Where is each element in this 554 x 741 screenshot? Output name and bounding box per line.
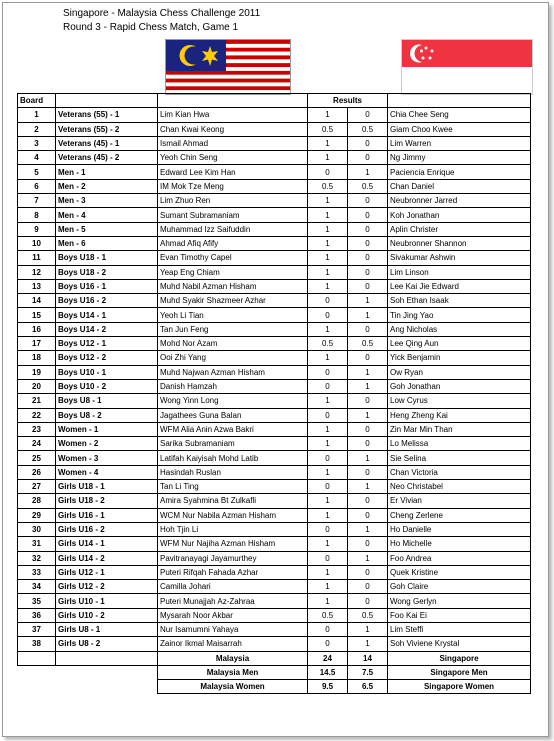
category-label: Boys U16 - 1 [56,279,158,293]
malaysia-score: 1 [308,151,348,165]
singapore-player: Low Cyrus [388,394,531,408]
category-label: Women - 4 [56,465,158,479]
board-number: 38 [18,637,56,651]
table-row [18,179,531,193]
summary-malaysia-total: 9.5 [308,680,348,694]
summary-singapore-total: 6.5 [348,680,388,694]
singapore-player: Foo Andrea [388,551,531,565]
singapore-player: Soh Viviene Krystal [388,637,531,651]
singapore-score: 1 [348,622,388,636]
category-label: Girls U16 - 2 [56,522,158,536]
malaysia-player: Pavitranayagi Jayamurthey [158,551,308,565]
malaysia-player: IM Mok Tze Meng [158,179,308,193]
board-number: 22 [18,408,56,422]
board-number: 6 [18,179,56,193]
malaysia-score: 0.5 [308,608,348,622]
event-title: Singapore - Malaysia Chess Challenge 2011 [63,8,261,19]
board-number: 25 [18,451,56,465]
malaysia-player: Mysarah Noor Akbar [158,608,308,622]
singapore-score: 1 [348,522,388,536]
singapore-score: 1 [348,165,388,179]
table-row [18,236,531,250]
board-number: 16 [18,322,56,336]
table-row [18,565,531,579]
malaysia-player: Sumant Subramaniam [158,208,308,222]
board-number: 15 [18,308,56,322]
table-row [18,494,531,508]
malaysia-player: WCM Nur Nabila Azman Hisham [158,508,308,522]
singapore-player: Lee Kai Jie Edward [388,279,531,293]
table-row [18,194,531,208]
summary-spacer [18,651,56,665]
singapore-score: 0 [348,580,388,594]
malaysia-player: Nur Isamumni Yahaya [158,622,308,636]
table-row [18,408,531,422]
board-number: 26 [18,465,56,479]
malaysia-player: Mohd Nor Azam [158,337,308,351]
category-label: Boys U8 - 1 [56,394,158,408]
malaysia-score: 1 [308,194,348,208]
board-number: 4 [18,151,56,165]
board-number: 28 [18,494,56,508]
category-label: Boys U16 - 2 [56,294,158,308]
category-label: Girls U12 - 1 [56,565,158,579]
board-number: 2 [18,122,56,136]
singapore-player: Ang Nicholas [388,322,531,336]
singapore-score: 1 [348,408,388,422]
singapore-player: Chia Chee Seng [388,108,531,122]
singapore-score: 1 [348,451,388,465]
singapore-player: Chan Daniel [388,179,531,193]
singapore-score: 1 [348,637,388,651]
table-row [18,394,531,408]
summary-row [18,680,531,694]
malaysia-player: Ahmad Afiq Afify [158,236,308,250]
malaysia-player: Muhammad Izz Saifuddin [158,222,308,236]
singapore-player: Sie Selina [388,451,531,465]
results-table [17,93,531,694]
summary-spacer [56,651,158,665]
malaysia-score: 1 [308,222,348,236]
board-number: 13 [18,279,56,293]
category-label: Women - 3 [56,451,158,465]
table-row [18,451,531,465]
malaysia-player: Puteri Rifqah Fahada Azhar [158,565,308,579]
malaysia-player: Edward Lee Kim Han [158,165,308,179]
malaysia-player: Chan Kwai Keong [158,122,308,136]
singapore-player: Heng Zheng Kai [388,408,531,422]
malaysia-score: 1 [308,108,348,122]
malaysia-score: 1 [308,537,348,551]
singapore-player: Yick Benjamin [388,351,531,365]
category-label: Girls U10 - 2 [56,608,158,622]
singapore-score: 0 [348,194,388,208]
summary-spacer [56,665,158,679]
malaysia-player: Wong Yinn Long [158,394,308,408]
singapore-player: Ho Michelle [388,537,531,551]
singapore-player: Koh Jonathan [388,208,531,222]
category-label: Veterans (55) - 2 [56,122,158,136]
category-label: Boys U10 - 2 [56,379,158,393]
summary-malaysia-total: 14.5 [308,665,348,679]
malaysia-score: 0 [308,294,348,308]
category-label: Boys U12 - 2 [56,351,158,365]
singapore-player: Neubronner Jarred [388,194,531,208]
malaysia-score: 1 [308,465,348,479]
malaysia-player: Lim Zhuo Ren [158,194,308,208]
malaysia-player: Ooi Zhi Yang [158,351,308,365]
singapore-player: Lim Linson [388,265,531,279]
category-label: Boys U8 - 2 [56,408,158,422]
table-row [18,622,531,636]
table-row [18,608,531,622]
singapore-score: 0 [348,494,388,508]
malaysia-player: Yeoh Li Tian [158,308,308,322]
singapore-player: Ho Danielle [388,522,531,536]
category-label: Boys U14 - 1 [56,308,158,322]
summary-malaysia-total: 24 [308,651,348,665]
malaysia-score: 0 [308,637,348,651]
board-number: 11 [18,251,56,265]
malaysia-score: 0 [308,451,348,465]
board-number: 12 [18,265,56,279]
malaysia-score: 0 [308,365,348,379]
table-row [18,251,531,265]
malaysia-score: 0 [308,480,348,494]
malaysia-player: Tan Li Ting [158,480,308,494]
summary-spacer [56,680,158,694]
category-label: Women - 2 [56,437,158,451]
singapore-player: Ng Jimmy [388,151,531,165]
malaysia-score: 1 [308,251,348,265]
table-row [18,422,531,436]
board-number: 36 [18,608,56,622]
table-row [18,537,531,551]
malaysia-score: 1 [308,394,348,408]
table-row [18,594,531,608]
category-label: Girls U18 - 2 [56,494,158,508]
malaysia-player: Danish Hamzah [158,379,308,393]
board-number: 30 [18,522,56,536]
singapore-score: 0 [348,322,388,336]
malaysia-score: 0 [308,379,348,393]
singapore-score: 0.5 [348,122,388,136]
malaysia-player: WFM Nur Najiha Azman Hisham [158,537,308,551]
malaysia-player: Zainor Ikmal Maisarrah [158,637,308,651]
category-label: Men - 1 [56,165,158,179]
category-label: Veterans (45) - 1 [56,136,158,150]
board-number: 3 [18,136,56,150]
document-page [2,2,549,737]
malaysia-player: Jagathees Guna Balan [158,408,308,422]
board-number: 35 [18,594,56,608]
board-number: 34 [18,580,56,594]
board-number: 37 [18,622,56,636]
singapore-player: Wong Gerlyn [388,594,531,608]
board-number: 24 [18,437,56,451]
category-label: Boys U12 - 1 [56,337,158,351]
singapore-player: Lim Warren [388,136,531,150]
board-number: 5 [18,165,56,179]
malaysia-player: Ismail Ahmad [158,136,308,150]
malaysia-score: 0 [308,165,348,179]
table-row [18,136,531,150]
singapore-score: 0 [348,437,388,451]
malaysia-player: Lim Kian Hwa [158,108,308,122]
table-row [18,465,531,479]
category-label: Men - 2 [56,179,158,193]
malaysia-score: 1 [308,351,348,365]
summary-row [18,651,531,665]
malaysia-player: Yeap Eng Chiam [158,265,308,279]
malaysia-flag-icon [165,39,291,95]
singapore-score: 0 [348,422,388,436]
singapore-score: 0 [348,265,388,279]
singapore-score: 0 [348,279,388,293]
malaysia-score: 1 [308,322,348,336]
singapore-score: 1 [348,551,388,565]
singapore-player: Er Vivian [388,494,531,508]
malaysia-score: 1 [308,265,348,279]
round-title: Round 3 - Rapid Chess Match, Game 1 [63,22,239,33]
singapore-score: 1 [348,480,388,494]
table-row [18,637,531,651]
summary-left-label: Malaysia Men [158,665,308,679]
table-row [18,151,531,165]
table-row [18,322,531,336]
singapore-score: 0 [348,537,388,551]
board-header: Board [18,94,56,108]
category-label: Boys U10 - 1 [56,365,158,379]
category-label: Girls U8 - 1 [56,622,158,636]
malaysia-player: Muhd Najwan Azman Hisham [158,365,308,379]
board-number: 1 [18,108,56,122]
singapore-score: 0 [348,508,388,522]
summary-right-label: Singapore [388,651,531,665]
malaysia-score: 1 [308,565,348,579]
category-label: Men - 5 [56,222,158,236]
singapore-player: Sivakumar Ashwin [388,251,531,265]
summary-singapore-total: 14 [348,651,388,665]
singapore-score: 0.5 [348,179,388,193]
malaysia-score: 1 [308,508,348,522]
malaysia-score: 1 [308,437,348,451]
malaysia-score: 1 [308,594,348,608]
singapore-score: 0 [348,351,388,365]
category-label: Boys U14 - 2 [56,322,158,336]
malaysia-score: 0 [308,622,348,636]
malaysia-player: Muhd Syakir Shazmeer Azhar [158,294,308,308]
category-label: Boys U18 - 1 [56,251,158,265]
table-row [18,165,531,179]
singapore-score: 0 [348,136,388,150]
singapore-score: 1 [348,365,388,379]
table-row [18,351,531,365]
singapore-player: Neo Christabel [388,480,531,494]
board-number: 27 [18,480,56,494]
category-label: Girls U8 - 2 [56,637,158,651]
singapore-score: 1 [348,294,388,308]
table-row [18,365,531,379]
malaysia-player: Hoh Tjin Li [158,522,308,536]
board-number: 18 [18,351,56,365]
singapore-score: 0 [348,565,388,579]
table-row [18,208,531,222]
malaysia-score: 1 [308,136,348,150]
malaysia-score: 1 [308,279,348,293]
board-number: 33 [18,565,56,579]
summary-singapore-total: 7.5 [348,665,388,679]
results-header: Results [308,94,388,108]
singapore-player: Giam Choo Kwee [388,122,531,136]
table-row [18,480,531,494]
summary-spacer [18,680,56,694]
malaysia-player: Tan Jun Feng [158,322,308,336]
singapore-flag-icon [401,39,533,95]
singapore-score: 1 [348,308,388,322]
board-number: 20 [18,379,56,393]
category-label: Girls U18 - 1 [56,480,158,494]
summary-left-label: Malaysia [158,651,308,665]
malaysia-player: Latifah Kaiyisah Mohd Latib [158,451,308,465]
board-number: 29 [18,508,56,522]
singapore-player: Goh Jonathan [388,379,531,393]
singapore-player: Ow Ryan [388,365,531,379]
summary-right-label: Singapore Women [388,680,531,694]
table-row [18,294,531,308]
malaysia-score: 0 [308,522,348,536]
singapore-player: Aplin Christer [388,222,531,236]
singapore-player: Zin Mar Min Than [388,422,531,436]
malaysia-score: 0.5 [308,337,348,351]
category-label: Girls U14 - 2 [56,551,158,565]
summary-right-label: Singapore Men [388,665,531,679]
singapore-score: 1 [348,379,388,393]
malaysia-score: 1 [308,422,348,436]
malaysia-player: Hasindah Ruslan [158,465,308,479]
singapore-score: 0 [348,222,388,236]
malaysia-score: 0.5 [308,122,348,136]
singapore-score: 0 [348,594,388,608]
summary-spacer [18,665,56,679]
singapore-player: Goh Claire [388,580,531,594]
header-row [18,94,531,108]
malaysia-player: Yeoh Chin Seng [158,151,308,165]
category-label: Boys U18 - 2 [56,265,158,279]
table-row [18,508,531,522]
table-row [18,379,531,393]
table-row [18,279,531,293]
category-label: Men - 6 [56,236,158,250]
table-row [18,108,531,122]
category-label: Veterans (45) - 2 [56,151,158,165]
table-row [18,580,531,594]
singapore-score: 0 [348,251,388,265]
board-number: 10 [18,236,56,250]
board-number: 21 [18,394,56,408]
board-number: 7 [18,194,56,208]
singapore-player: Neubronner Shannon [388,236,531,250]
singapore-player: Tin Jing Yao [388,308,531,322]
malaysia-score: 0 [308,308,348,322]
category-label: Men - 3 [56,194,158,208]
summary-left-label: Malaysia Women [158,680,308,694]
category-label: Girls U10 - 1 [56,594,158,608]
malaysia-score: 1 [308,208,348,222]
singapore-score: 0.5 [348,337,388,351]
category-label: Girls U14 - 1 [56,537,158,551]
malaysia-score: 0.5 [308,179,348,193]
singapore-player: Foo Kai Ei [388,608,531,622]
table-row [18,437,531,451]
malaysia-score: 1 [308,494,348,508]
board-number: 19 [18,365,56,379]
malaysia-score: 1 [308,236,348,250]
category-label: Men - 4 [56,208,158,222]
malaysia-score: 0 [308,551,348,565]
board-number: 31 [18,537,56,551]
malaysia-player: WFM Alia Anin Azwa Bakri [158,422,308,436]
board-number: 9 [18,222,56,236]
table-row [18,522,531,536]
singapore-player: Cheng Zerlene [388,508,531,522]
category-label: Veterans (55) - 1 [56,108,158,122]
table-row [18,265,531,279]
category-label: Girls U12 - 2 [56,580,158,594]
malaysia-player: Camilla Johari [158,580,308,594]
table-row [18,308,531,322]
singapore-score: 0.5 [348,608,388,622]
category-label: Women - 1 [56,422,158,436]
singapore-score: 0 [348,394,388,408]
malaysia-player: Puteri Munajjah Az-Zahraa [158,594,308,608]
singapore-player: Chan Victoria [388,465,531,479]
malaysia-score: 0 [308,408,348,422]
summary-row [18,665,531,679]
singapore-player: Lim Steffi [388,622,531,636]
board-number: 14 [18,294,56,308]
table-row [18,551,531,565]
singapore-player: Paciencia Enrique [388,165,531,179]
singapore-player: Lo Melissa [388,437,531,451]
board-number: 32 [18,551,56,565]
board-number: 8 [18,208,56,222]
category-label: Girls U16 - 1 [56,508,158,522]
board-number: 23 [18,422,56,436]
singapore-player: Soh Ethan Isaak [388,294,531,308]
singapore-score: 0 [348,465,388,479]
singapore-player: Quek Kristine [388,565,531,579]
table-row [18,222,531,236]
singapore-score: 0 [348,151,388,165]
malaysia-player: Sarika Subramaniam [158,437,308,451]
table-row [18,122,531,136]
singapore-score: 0 [348,236,388,250]
singapore-score: 0 [348,108,388,122]
malaysia-player: Muhd Nabil Azman Hisham [158,279,308,293]
board-number: 17 [18,337,56,351]
table-row [18,337,531,351]
singapore-player: Lee Qing Aun [388,337,531,351]
singapore-score: 0 [348,208,388,222]
malaysia-player: Amira Syahmina Bt Zulkafli [158,494,308,508]
malaysia-player: Evan Timothy Capel [158,251,308,265]
malaysia-score: 1 [308,580,348,594]
